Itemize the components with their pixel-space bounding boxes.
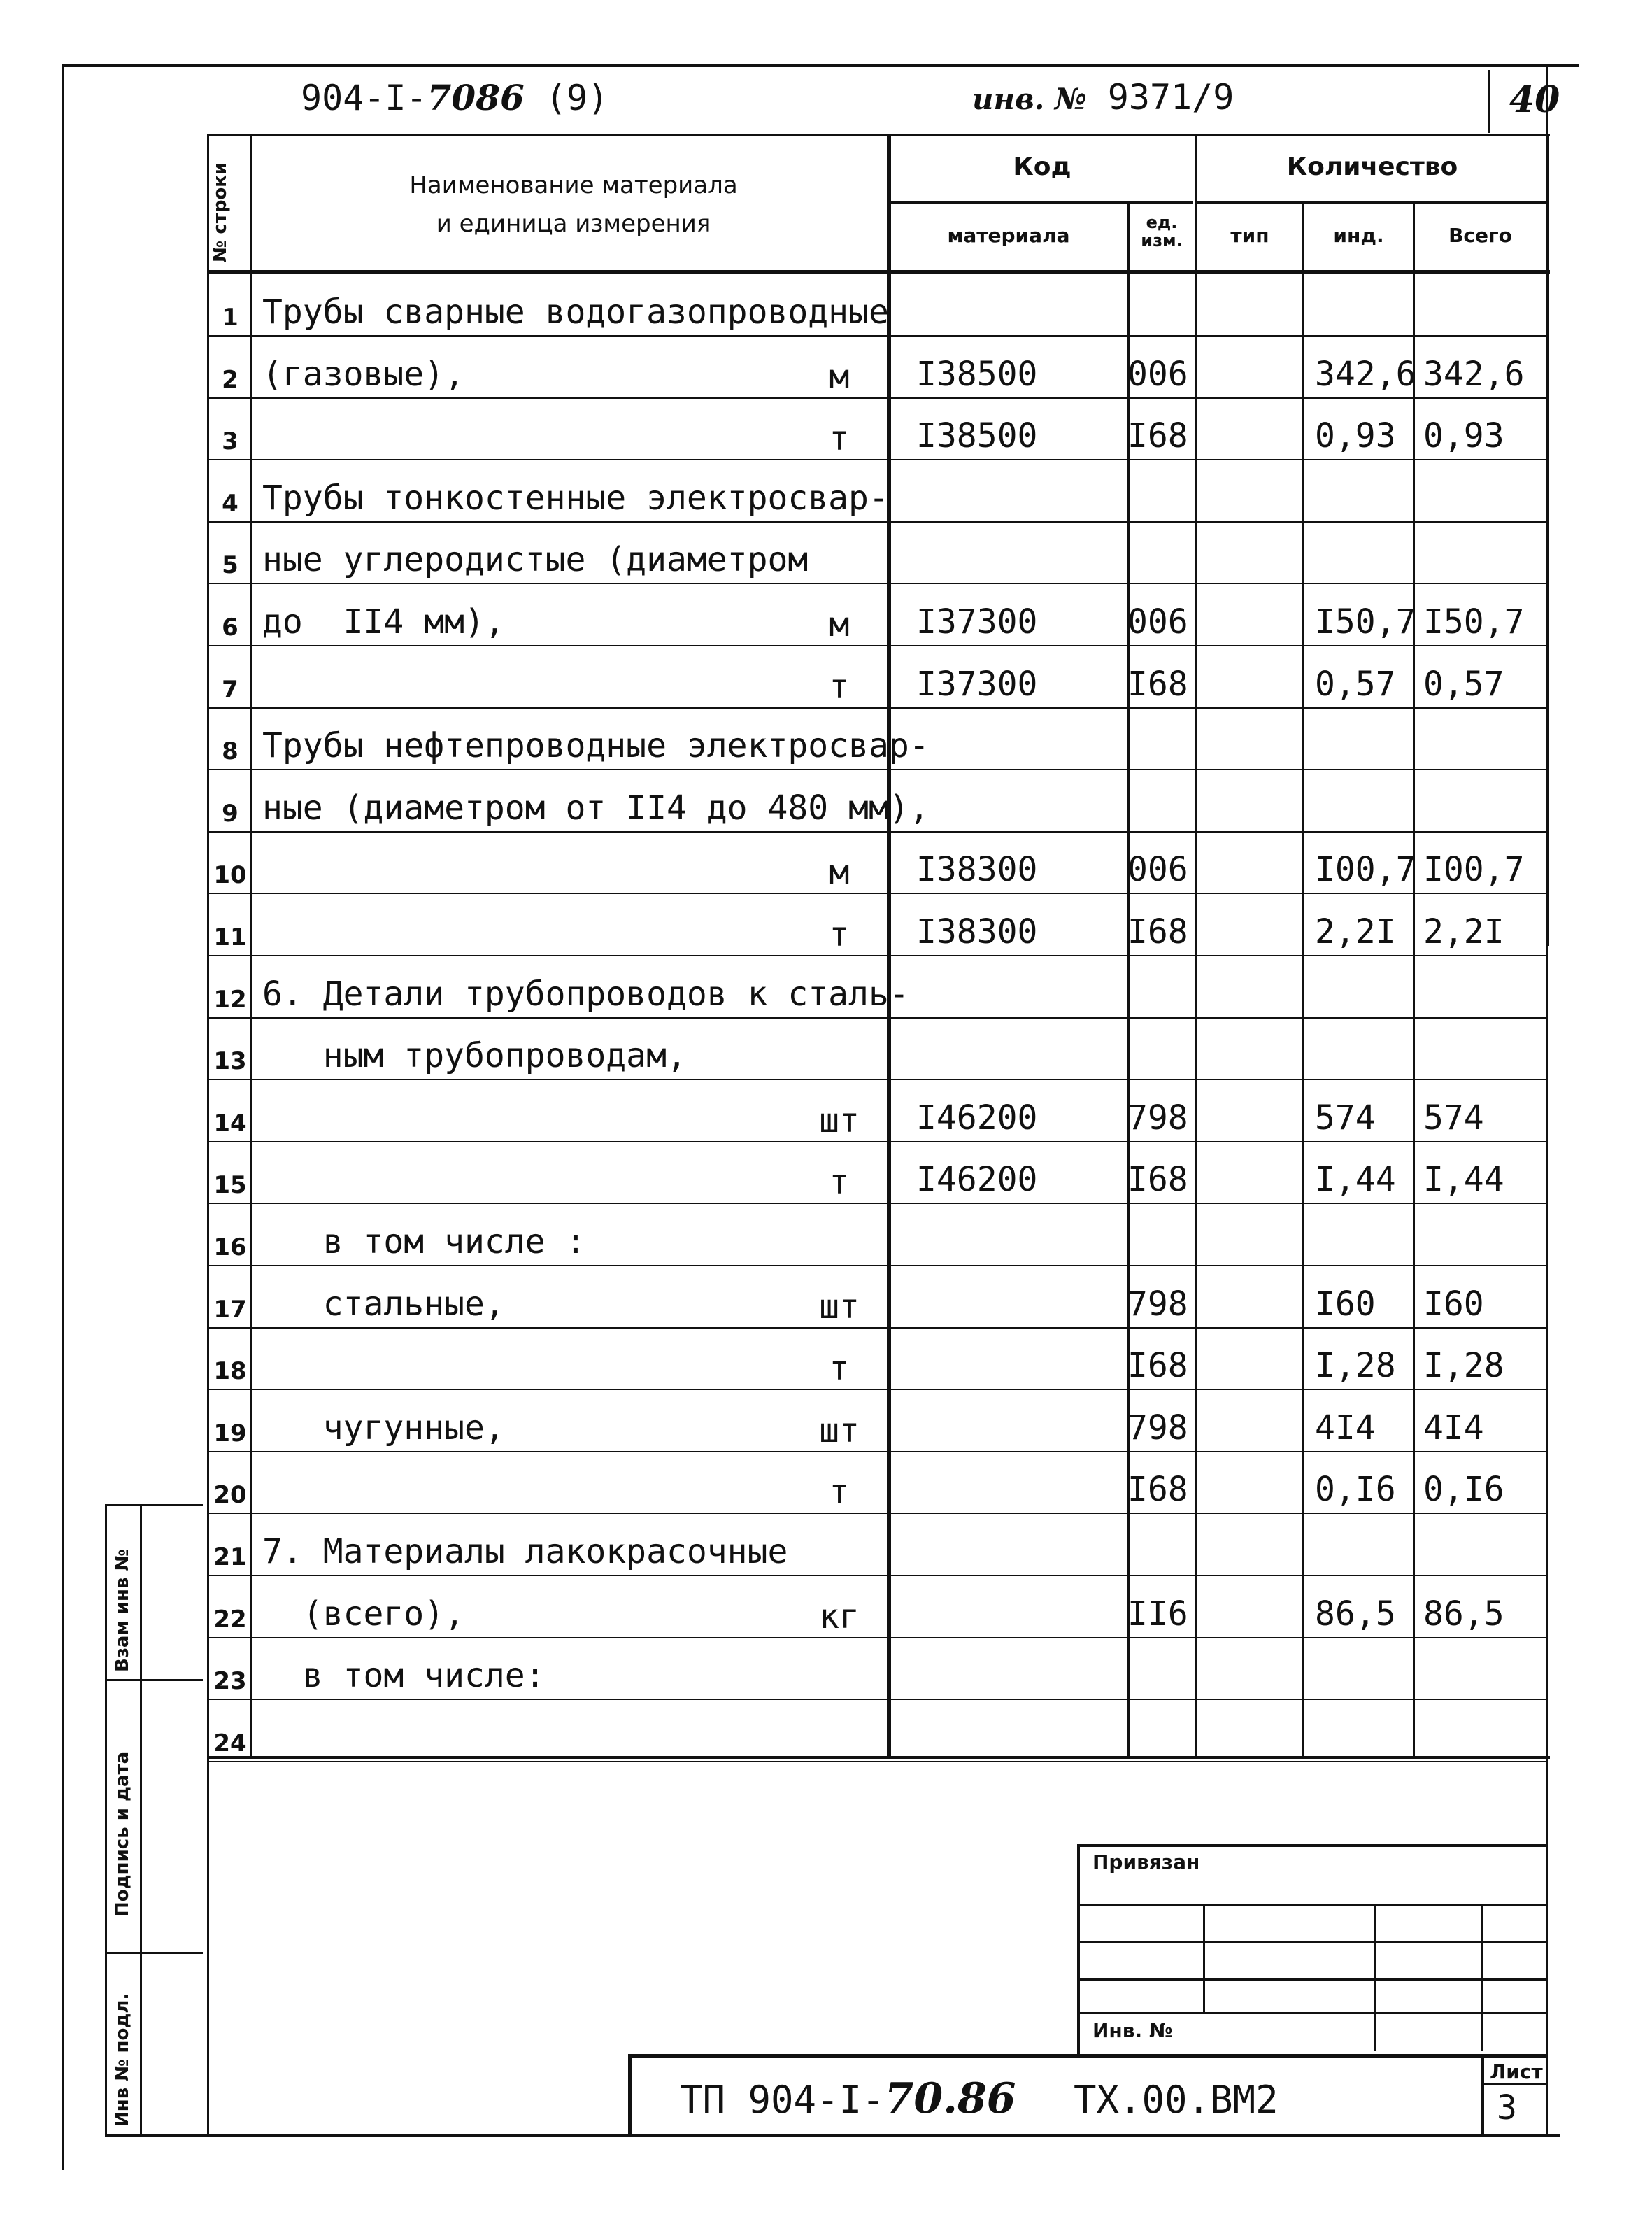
row-text: (газовые), (262, 355, 464, 394)
doc-code-hand: 7086 (427, 77, 525, 118)
side-podpis: Подпись и дата (112, 1751, 133, 1917)
frame-left (62, 64, 64, 2170)
row-qty-total: I,28 (1423, 1346, 1504, 1385)
title-doc-code (680, 2074, 1279, 2123)
row-unit-code: I68 (1127, 1346, 1188, 1385)
row-qty-ind: 2,2I (1315, 912, 1396, 951)
row-number: 2 (222, 366, 238, 394)
row-separator (208, 459, 1546, 460)
row-number: 18 (213, 1357, 247, 1385)
row-unit-code: 006 (1127, 850, 1188, 889)
side-stamp-left (105, 1504, 107, 2134)
row-qty-total: 86,5 (1423, 1594, 1504, 1634)
side-stamp-line3 (105, 1952, 203, 1954)
row-unit: т (829, 1163, 850, 1202)
col-name-header-line2: и единица измерения (436, 210, 711, 238)
row-number: 9 (222, 800, 238, 828)
row-material-code: I37300 (916, 665, 1038, 704)
row-qty-ind: I50,7 (1315, 602, 1416, 642)
row-text: Трубы тонкостенные электросвар- (262, 479, 889, 518)
row-qty-total: 342,6 (1423, 355, 1525, 394)
row-separator (208, 955, 1546, 956)
row-number: 17 (213, 1296, 247, 1324)
side-vzam: Взам инв № (112, 1549, 133, 1672)
row-qty-ind: I00,7 (1315, 850, 1416, 889)
row-separator (208, 1575, 1546, 1576)
hdr-top-line (207, 134, 1550, 136)
row-separator (208, 1265, 1546, 1266)
row-number: 12 (213, 986, 247, 1014)
row-unit: м (829, 853, 850, 892)
row-qty-ind: I60 (1315, 1284, 1376, 1324)
col-name-header-line1: Наименование материала (409, 171, 738, 199)
stamp-col3 (1481, 1904, 1483, 2051)
row-qty-total: 574 (1423, 1098, 1484, 1138)
inv-hand: инв. № (972, 82, 1087, 116)
doc-code-printed: 904-I- (301, 78, 427, 118)
row-qty-total: I50,7 (1423, 602, 1525, 642)
row-unit: кг (819, 1597, 860, 1636)
row-qty-total: I,44 (1423, 1160, 1504, 1199)
row-number: 4 (222, 490, 238, 518)
row-qty-ind: 342,6 (1315, 355, 1416, 394)
sheet-label: Лист (1490, 2060, 1543, 2083)
row-qty-ind: 0,I6 (1315, 1470, 1396, 1509)
row-unit: т (829, 1473, 850, 1512)
row-material-code: I38500 (916, 355, 1038, 394)
row-text: до II4 мм), (262, 602, 505, 642)
sheet-box-mid (1481, 2083, 1546, 2085)
col-qty-header: Количество (1286, 153, 1458, 181)
row-text: ные углеродистые (диаметром (262, 540, 809, 579)
row-text: ные (диаметром от II4 до 480 мм), (262, 788, 930, 828)
row-material-code: I38300 (916, 850, 1038, 889)
title-doc-suffix: ТХ.00.ВМ2 (1074, 2078, 1279, 2122)
row-unit: т (829, 667, 850, 707)
row-number: 20 (213, 1481, 247, 1509)
row-qty-ind: I,28 (1315, 1346, 1396, 1385)
row-unit-code: I68 (1127, 912, 1188, 951)
row-unit-code: I68 (1127, 1470, 1188, 1509)
page-number: 40 (1509, 78, 1560, 121)
row-number: 23 (213, 1667, 247, 1695)
row-qty-ind: 574 (1315, 1098, 1376, 1138)
row-number: 22 (213, 1606, 247, 1634)
row-unit: м (829, 605, 850, 644)
row-qty-total: 4I4 (1423, 1408, 1484, 1447)
vline-right (1546, 134, 1549, 946)
row-unit-code: 798 (1127, 1284, 1188, 1324)
inv-number (972, 77, 1234, 118)
row-unit: т (829, 1349, 850, 1388)
doc-code (301, 77, 608, 118)
row-number: 3 (222, 427, 238, 455)
vline-ind (1413, 201, 1415, 1757)
row-number: 7 (222, 676, 238, 704)
row-separator (208, 1699, 1546, 1700)
row-number: 13 (213, 1047, 247, 1075)
side-inv-podl: Инв № подл. (112, 1992, 133, 2127)
row-unit: т (829, 419, 850, 458)
row-unit-code: 006 (1127, 602, 1188, 642)
sheet-box-left (1481, 2054, 1484, 2137)
row-text: в том числе: (262, 1656, 546, 1695)
row-number: 21 (213, 1543, 247, 1571)
row-unit: т (829, 915, 850, 954)
row-number: 1 (222, 304, 238, 332)
row-qty-total: 0,57 (1423, 665, 1504, 704)
col-rownum-header: № строки (210, 162, 231, 262)
table-bottom (207, 1756, 1550, 1759)
row-material-code: I46200 (916, 1098, 1038, 1138)
row-number: 5 (222, 551, 238, 579)
row-unit-code: I68 (1127, 665, 1188, 704)
title-doc-hand: 70.86 (884, 2074, 1016, 2123)
row-unit: м (829, 357, 850, 397)
row-separator (208, 893, 1546, 894)
col-qty-ind-header: инд. (1333, 224, 1384, 247)
stamp-privyazan-left (1077, 1844, 1080, 2054)
row-qty-total: 2,2I (1423, 912, 1504, 951)
vline-unit (1195, 134, 1197, 1757)
side-stamp-line1 (105, 1504, 203, 1506)
hdr-sub-line-qty (1196, 201, 1549, 204)
row-separator (208, 1327, 1546, 1329)
row-qty-ind: 0,93 (1315, 416, 1396, 455)
stamp-row4 (1077, 2012, 1546, 2014)
frame-bottom (105, 2134, 1560, 2137)
row-unit-code: 798 (1127, 1098, 1188, 1138)
row-separator (208, 1017, 1546, 1019)
row-separator (208, 1079, 1546, 1080)
row-number: 11 (213, 923, 247, 951)
vline-type (1302, 201, 1304, 1757)
row-separator (208, 1141, 1546, 1142)
col-qty-type-header: тип (1230, 224, 1269, 247)
row-number: 16 (213, 1233, 247, 1261)
row-separator (208, 521, 1546, 523)
row-number: 8 (222, 737, 238, 765)
row-number: 19 (213, 1419, 247, 1447)
row-text: стальные, (262, 1284, 505, 1324)
row-separator (208, 397, 1546, 399)
row-text: в том числе : (262, 1222, 586, 1261)
stamp-row1 (1077, 1904, 1546, 1906)
row-unit-code: II6 (1127, 1594, 1188, 1634)
hdr-sub-line-kod (888, 201, 1193, 204)
row-material-code: I37300 (916, 602, 1038, 642)
row-qty-total: 0,93 (1423, 416, 1504, 455)
row-text: Трубы нефтепроводные электросвар- (262, 726, 930, 765)
row-qty-ind: I,44 (1315, 1160, 1396, 1199)
col-kod-mat-header: материала (947, 224, 1070, 247)
row-material-code: I38500 (916, 416, 1038, 455)
row-unit-code: 006 (1127, 355, 1188, 394)
row-text: 6. Детали трубопроводов к сталь- (262, 975, 909, 1014)
row-qty-ind: 0,57 (1315, 665, 1396, 704)
row-text: 7. Материалы лакокрасочные (262, 1532, 788, 1571)
stamp-row3 (1077, 1978, 1546, 1981)
title-block-left (628, 2054, 632, 2137)
row-unit: шт (819, 1287, 860, 1326)
inv-number-value: 9371/9 (1107, 77, 1234, 118)
sheet-number: 3 (1497, 2088, 1517, 2127)
row-separator (208, 335, 1546, 337)
row-qty-total: I60 (1423, 1284, 1484, 1324)
row-text: Трубы сварные водогазопроводные (262, 292, 889, 332)
row-unit: шт (819, 1101, 860, 1140)
col-kod-unit-header: ед. изм. (1141, 213, 1183, 250)
row-separator (208, 831, 1546, 833)
row-separator (208, 1451, 1546, 1452)
row-unit-code: 798 (1127, 1408, 1188, 1447)
stamp-col2 (1374, 1904, 1376, 2051)
row-material-code: I46200 (916, 1160, 1038, 1199)
row-separator (208, 1513, 1546, 1514)
row-number: 24 (213, 1729, 247, 1757)
stamp-inv-label: Инв. № (1092, 2019, 1173, 2042)
row-unit-code: I68 (1127, 1160, 1188, 1199)
row-text: (всего), (262, 1594, 464, 1634)
row-number: 15 (213, 1171, 247, 1199)
row-separator (208, 1389, 1546, 1390)
doc-code-suffix: (9) (545, 78, 609, 118)
row-qty-total: I00,7 (1423, 850, 1525, 889)
col-kod-header: Код (1013, 153, 1071, 181)
row-separator (208, 645, 1546, 646)
row-number: 14 (213, 1110, 247, 1138)
side-stamp-divider (140, 1504, 142, 2134)
page-box-left (1488, 70, 1490, 133)
row-number: 10 (213, 861, 247, 889)
title-doc-printed: ТП 904-I- (680, 2078, 885, 2122)
frame-top (62, 64, 1579, 67)
row-separator (208, 1203, 1546, 1204)
stamp-col1 (1203, 1904, 1205, 2013)
row-text: ным трубопроводам, (262, 1036, 687, 1075)
side-stamp-line2 (105, 1679, 203, 1681)
row-unit-code: I68 (1127, 416, 1188, 455)
row-material-code: I38300 (916, 912, 1038, 951)
row-text: чугунные, (262, 1408, 505, 1447)
row-separator (208, 583, 1546, 584)
col-qty-total-header: Всего (1448, 224, 1512, 247)
hdr-bottom-line (207, 270, 1550, 274)
row-qty-ind: 4I4 (1315, 1408, 1376, 1447)
stamp-privyazan-label: Привязан (1092, 1850, 1200, 1874)
vline-name (887, 134, 891, 1757)
row-number: 6 (222, 614, 238, 642)
row-unit: шт (819, 1411, 860, 1450)
row-separator (208, 707, 1546, 709)
row-separator (208, 1761, 1546, 1762)
stamp-row2 (1077, 1941, 1546, 1943)
row-qty-ind: 86,5 (1315, 1594, 1396, 1634)
stamp-privyazan-top (1077, 1844, 1546, 1847)
title-block-top (628, 2054, 1546, 2058)
row-separator (208, 769, 1546, 770)
row-qty-total: 0,I6 (1423, 1470, 1504, 1509)
row-separator (208, 1637, 1546, 1638)
